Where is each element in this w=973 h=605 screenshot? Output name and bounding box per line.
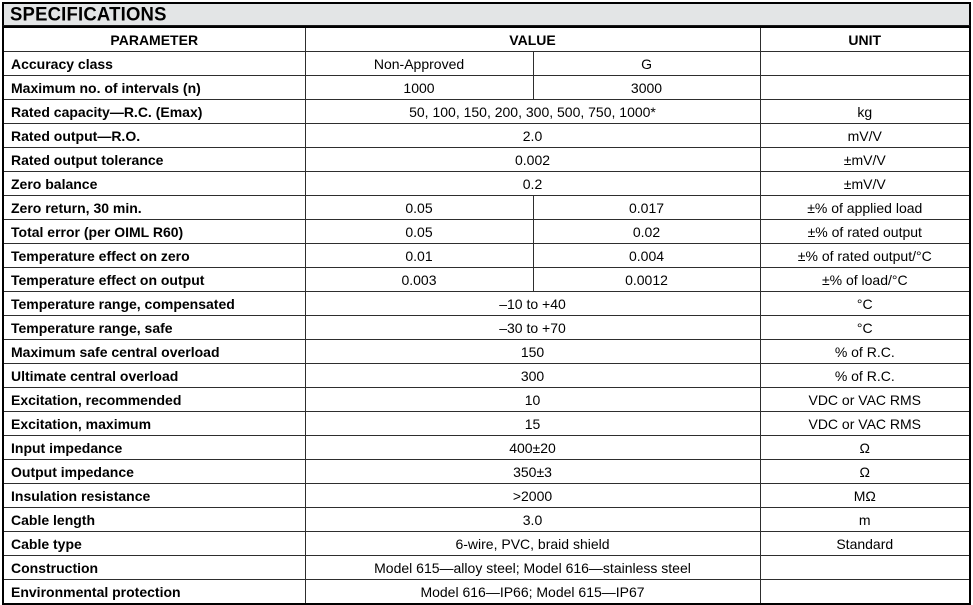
table-row [3,220,970,244]
unit-cell: ±% of load/°C [760,268,970,292]
parameter-cell: Temperature range, compensated [3,292,305,316]
section-header [2,2,971,26]
parameter-cell: Rated output—R.O. [3,124,305,148]
value-cell: >2000 [305,484,760,508]
table-row [3,580,970,605]
value-cell: 150 [305,340,760,364]
unit-cell [760,580,970,605]
unit-cell: VDC or VAC RMS [760,412,970,436]
value-cell: 0.01 [305,244,533,268]
unit-cell: Ω [760,460,970,484]
table-row [3,268,970,292]
value-cell: 1000 [305,76,533,100]
table-row [3,388,970,412]
table-row [3,556,970,580]
table-row [3,460,970,484]
parameter-cell: Insulation resistance [3,484,305,508]
parameter-cell: Temperature effect on zero [3,244,305,268]
parameter-cell: Environmental protection [3,580,305,605]
unit-cell: ±% of rated output [760,220,970,244]
parameter-cell: Zero return, 30 min. [3,196,305,220]
value-cell: 2.0 [305,124,760,148]
unit-cell: ±% of rated output/°C [760,244,970,268]
parameter-cell: Maximum no. of intervals (n) [3,76,305,100]
unit-cell: Standard [760,532,970,556]
unit-cell: mV/V [760,124,970,148]
column-header-value: VALUE [305,27,760,52]
parameter-cell: Input impedance [3,436,305,460]
table-row [3,292,970,316]
table-row [3,124,970,148]
table-row [3,436,970,460]
value-cell: 0.004 [533,244,760,268]
table-row [3,364,970,388]
parameter-cell: Output impedance [3,460,305,484]
value-cell: 0.017 [533,196,760,220]
value-cell: 6-wire, PVC, braid shield [305,532,760,556]
unit-cell: m [760,508,970,532]
value-cell: 10 [305,388,760,412]
value-cell: –30 to +70 [305,316,760,340]
table-row [3,52,970,76]
unit-cell: % of R.C. [760,340,970,364]
value-cell: 0.02 [533,220,760,244]
table-row [3,316,970,340]
parameter-cell: Total error (per OIML R60) [3,220,305,244]
value-cell: G [533,52,760,76]
unit-cell [760,556,970,580]
table-row [3,172,970,196]
parameter-cell: Temperature range, safe [3,316,305,340]
value-cell: 350±3 [305,460,760,484]
unit-cell [760,76,970,100]
table-row [3,148,970,172]
table-row [3,508,970,532]
column-header-parameter: PARAMETER [3,27,305,52]
table-row [3,196,970,220]
column-header-unit: UNIT [760,27,970,52]
table-row [3,532,970,556]
value-cell: 0.05 [305,196,533,220]
value-cell: 3000 [533,76,760,100]
value-cell: Model 615—alloy steel; Model 616—stainless steel [305,556,760,580]
parameter-cell: Construction [3,556,305,580]
value-cell: 15 [305,412,760,436]
value-cell: 300 [305,364,760,388]
table-row [3,412,970,436]
value-cell: 3.0 [305,508,760,532]
table-row [3,244,970,268]
table-row [3,340,970,364]
value-cell: –10 to +40 [305,292,760,316]
parameter-cell: Maximum safe central overload [3,340,305,364]
unit-cell: MΩ [760,484,970,508]
value-cell: 0.002 [305,148,760,172]
value-cell: 50, 100, 150, 200, 300, 500, 750, 1000* [305,100,760,124]
parameter-cell: Excitation, recommended [3,388,305,412]
parameter-cell: Excitation, maximum [3,412,305,436]
unit-cell [760,52,970,76]
value-cell: 0.003 [305,268,533,292]
parameter-cell: Rated capacity—R.C. (Emax) [3,100,305,124]
unit-cell: ±mV/V [760,172,970,196]
parameter-cell: Accuracy class [3,52,305,76]
value-cell: 0.0012 [533,268,760,292]
specifications-table [2,26,971,605]
unit-cell: kg [760,100,970,124]
unit-cell: ±mV/V [760,148,970,172]
page-title: SPECIFICATIONS [10,2,167,25]
parameter-cell: Cable length [3,508,305,532]
unit-cell: % of R.C. [760,364,970,388]
table-row [3,484,970,508]
unit-cell: °C [760,292,970,316]
value-cell: Non-Approved [305,52,533,76]
table-row [3,76,970,100]
unit-cell: VDC or VAC RMS [760,388,970,412]
header-row [3,27,970,52]
unit-cell: Ω [760,436,970,460]
unit-cell: °C [760,316,970,340]
value-cell: 400±20 [305,436,760,460]
value-cell: Model 616—IP66; Model 615—IP67 [305,580,760,605]
unit-cell: ±% of applied load [760,196,970,220]
parameter-cell: Temperature effect on output [3,268,305,292]
parameter-cell: Ultimate central overload [3,364,305,388]
parameter-cell: Cable type [3,532,305,556]
parameter-cell: Zero balance [3,172,305,196]
table-row [3,100,970,124]
parameter-cell: Rated output tolerance [3,148,305,172]
value-cell: 0.2 [305,172,760,196]
value-cell: 0.05 [305,220,533,244]
